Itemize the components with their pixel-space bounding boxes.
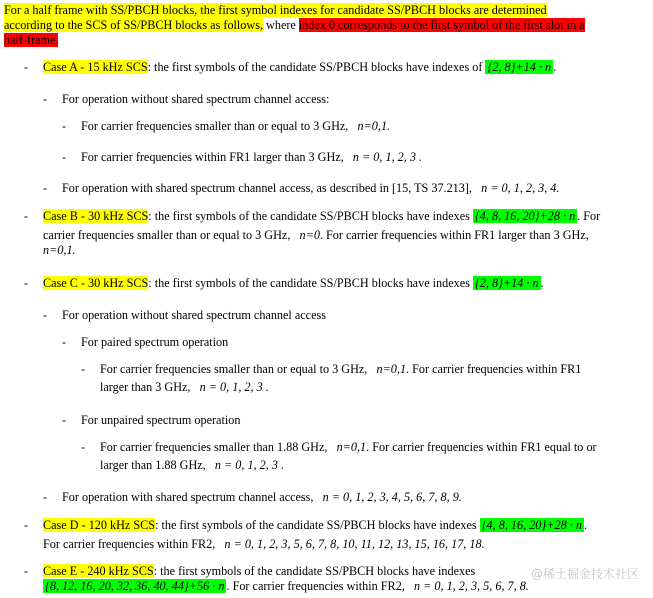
case-d-line-1 — [43, 518, 587, 533]
bullet-dash: - — [62, 413, 67, 427]
case-c-paired-line-1 — [100, 362, 581, 377]
case-c-line — [43, 276, 544, 291]
case-c-paired-line-2 — [100, 380, 269, 395]
case-c-sub2-text: For operation with shared spectrum channel access, — [62, 490, 314, 504]
intro-where: where — [263, 18, 299, 32]
case-c-paired-a: For carrier frequencies smaller than or equal to 3 GHz, — [100, 362, 368, 376]
case-a-sub2-n: n = 0, 1, 2, 3, 4. — [481, 181, 560, 195]
case-a-sub1b-text: For carrier frequencies within FR1 larger than 3 GHz, — [81, 150, 344, 164]
case-c-paired-d: larger than 3 GHz, — [100, 380, 191, 394]
case-a-sub1a — [81, 119, 390, 134]
case-c-unpaired-d: larger than 1.88 GHz, — [100, 458, 206, 472]
case-b-line-1 — [43, 209, 600, 224]
intro-red-highlight-2: half-frame. — [4, 33, 59, 47]
case-d-end: . — [583, 518, 587, 532]
case-b-text: : the first symbols of the candidate SS/PBCH blocks have indexes — [148, 209, 470, 223]
case-a-line — [43, 60, 556, 75]
case-c-label: Case C - 30 kHz SCS — [43, 276, 149, 290]
case-c-paired-c: . For carrier frequencies within FR1 — [406, 362, 582, 376]
bullet-dash: - — [62, 335, 67, 349]
case-c-unpaired: For unpaired spectrum operation — [81, 413, 241, 427]
case-c-paired: For paired spectrum operation — [81, 335, 229, 349]
case-c-formula: {2, 8}+14 · n — [474, 276, 539, 290]
bullet-dash: - — [43, 92, 48, 106]
case-a-sub1a-text: For carrier frequencies smaller than or equal to 3 GHz, — [81, 119, 349, 133]
case-a-sub1: For operation without shared spectrum channel access: — [62, 92, 330, 106]
case-a-end: . — [553, 60, 557, 74]
case-c-paired-e: n = 0, 1, 2, 3 . — [199, 380, 269, 394]
case-d-formula: {4, 8, 16, 20}+28 · n — [481, 518, 582, 532]
case-e-label: Case E - 240 kHz SCS — [43, 564, 154, 578]
case-e-formula: {8, 12, 16, 20, 32, 36, 40, 44}+56 · n — [45, 579, 225, 593]
case-d-l2a: For carrier frequencies within FR2, — [43, 537, 216, 551]
case-b-line-3 — [43, 243, 76, 258]
case-a-sub1b — [81, 150, 422, 165]
case-e-line-1 — [43, 564, 475, 579]
bullet-dash: - — [24, 518, 29, 532]
case-b-line-2 — [43, 228, 589, 243]
case-b-l3: n=0,1. — [43, 243, 76, 257]
case-a-sub1a-n: n=0,1. — [357, 119, 391, 133]
case-a-sub1b-n: n = 0, 1, 2, 3 . — [352, 150, 423, 164]
case-d-label: Case D - 120 kHz SCS — [43, 518, 156, 532]
intro-line-3 — [4, 33, 58, 48]
case-e-text: : the first symbols of the candidate SS/PBCH blocks have indexes — [153, 564, 476, 578]
case-e-l2b: n = 0, 1, 2, 3, 5, 6, 7, 8. — [413, 579, 529, 593]
intro-line-1 — [4, 3, 547, 18]
case-b-l2c: . For carrier frequencies within FR1 larger than 3 GHz, — [319, 228, 589, 242]
bullet-dash: - — [24, 276, 29, 290]
case-c-sub1: For operation without shared spectrum channel access — [62, 308, 326, 322]
case-c-unpaired-line-2 — [100, 458, 284, 473]
intro-red-highlight: index 0 corresponds to the first symbol of the first slot in a — [298, 18, 585, 32]
case-c-paired-b: n=0,1 — [376, 362, 407, 376]
case-c-unpaired-c: . For carrier frequencies within FR1 equal to or — [366, 440, 597, 454]
bullet-dash: - — [62, 119, 67, 133]
bullet-dash: - — [81, 362, 86, 376]
case-a-sub2-text: For operation with shared spectrum channel access, as described in [15, TS 37.213], — [62, 181, 472, 195]
case-c-text: : the first symbols of the candidate SS/PBCH blocks have indexes — [148, 276, 470, 290]
case-c-unpaired-e: n = 0, 1, 2, 3 . — [214, 458, 285, 472]
bullet-dash: - — [43, 490, 48, 504]
case-b-l2a: carrier frequencies smaller than or equal to 3 GHz, — [43, 228, 291, 242]
case-a-label: Case A - 15 kHz SCS — [43, 60, 148, 74]
case-c-unpaired-b: n=0,1 — [336, 440, 367, 454]
case-a-formula: {2, 8}+14 · n — [487, 60, 552, 74]
bullet-dash: - — [24, 564, 29, 578]
case-c-sub2 — [62, 490, 462, 505]
intro-highlight-2: according to the SCS of SS/PBCH blocks as follows, — [4, 18, 263, 32]
bullet-dash: - — [81, 440, 86, 454]
case-e-line-2 — [43, 579, 529, 594]
site-watermark: @稀土掘金技术社区 — [530, 567, 639, 581]
case-a-sub2 — [62, 181, 559, 196]
case-b-l2b: n=0 — [299, 228, 320, 242]
case-a-text: : the first symbols of the candidate SS/PBCH blocks have indexes of — [147, 60, 483, 74]
case-c-sub2-n: n = 0, 1, 2, 3, 4, 5, 6, 7, 8, 9. — [322, 490, 462, 504]
intro-highlight-1: For a half frame with SS/PBCH blocks, the first symbol indexes for candidate SS/PBCH blocks are determined — [4, 3, 547, 17]
case-e-l2a: . For carrier frequencies within FR2, — [226, 579, 405, 593]
case-d-text: : the first symbols of the candidate SS/PBCH blocks have indexes — [155, 518, 477, 532]
bullet-dash: - — [62, 150, 67, 164]
bullet-dash: - — [24, 209, 29, 223]
case-d-line-2 — [43, 537, 485, 552]
case-b-label: Case B - 30 kHz SCS — [43, 209, 149, 223]
case-b-formula: {4, 8, 16, 20}+28 · n — [474, 209, 576, 223]
case-d-l2b: n = 0, 1, 2, 3, 5, 6, 7, 8, 10, 11, 12, 13, 15, 16, 17, 18. — [224, 537, 485, 551]
bullet-dash: - — [24, 60, 29, 74]
bullet-dash: - — [43, 181, 48, 195]
case-c-unpaired-line-1 — [100, 440, 597, 455]
bullet-dash: - — [43, 308, 48, 322]
case-c-end: . — [540, 276, 544, 290]
case-b-after: . For — [577, 209, 601, 223]
case-c-unpaired-a: For carrier frequencies smaller than 1.88 GHz, — [100, 440, 328, 454]
intro-line-2 — [4, 18, 585, 33]
